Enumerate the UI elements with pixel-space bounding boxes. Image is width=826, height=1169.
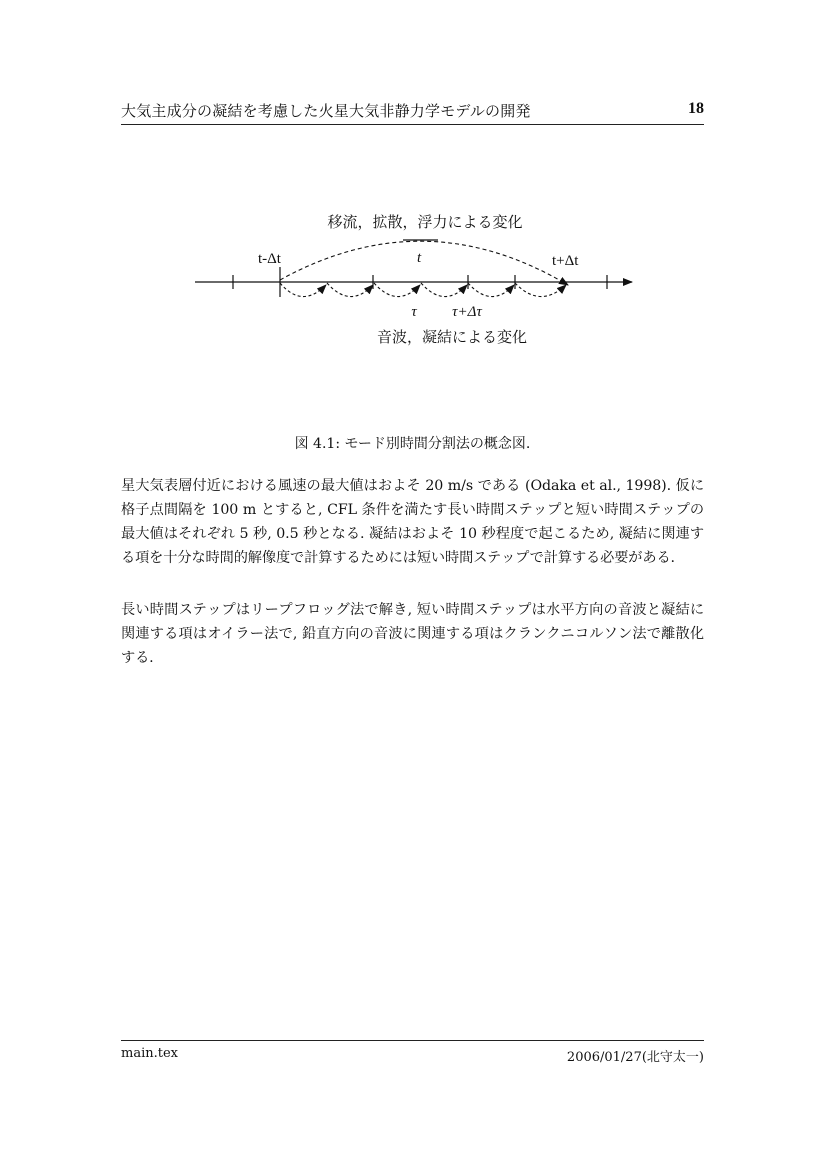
short-arc-4 <box>421 283 467 297</box>
figure-caption: 図 4.1: モード別時間分割法の概念図. <box>294 436 531 452</box>
body-paragraph: 星大気表層付近における風速の最大値はおよそ 20 m/s である (Odaka et al., 1998). 仮に格子点間隔を 100 m とすると, CFL 条件を満たす長い時間ステップと短い時間ステップの最大値はそれぞれ 5 秒, 0.5 秒となる. 凝結はおよそ 10 秒程度で起こるため, 凝結に関連する項を十分な時間的解像度で計算するためには短い時間ステップで計算する必要がある. <box>121 478 704 566</box>
label-t-plus-dt: t+Δt <box>552 253 579 269</box>
label-t-center: t <box>417 250 422 266</box>
page-number: 18 <box>688 100 704 117</box>
diagram-svg <box>180 205 650 355</box>
time-splitting-diagram <box>180 205 650 355</box>
page-header <box>121 100 704 125</box>
label-advection-diffusion-buoyancy: 移流，拡散，浮力による変化 <box>327 213 523 231</box>
body-paragraph: 長い時間ステップはリープフロッグ法で解き, 短い時間ステップは水平方向の音波と凝結に関連する項はオイラー法で, 鉛直方向の音波に関連する項はクランクニコルソン法で離散化する. <box>121 602 704 666</box>
label-t-minus-dt: t-Δt <box>258 251 281 267</box>
footer-date-author: 2006/01/27(北守太一) <box>566 1050 704 1065</box>
page-footer <box>121 1040 704 1067</box>
short-step-arcs <box>280 283 566 297</box>
short-arc-3 <box>374 283 420 297</box>
short-arc-6 <box>515 283 566 297</box>
short-arc-5 <box>468 283 514 297</box>
footer-filename: main.tex <box>121 1046 178 1061</box>
long-step-arc <box>280 241 568 285</box>
short-arc-1 <box>280 283 326 297</box>
running-title: 大気主成分の凝結を考慮した火星大気非静力学モデルの開発 <box>121 102 531 120</box>
short-arc-2 <box>327 283 373 297</box>
label-sound-condensation: 音波，凝結による変化 <box>376 328 528 346</box>
label-tau-plus-dtau: τ+Δτ <box>452 304 482 320</box>
label-tau: τ <box>411 304 417 320</box>
